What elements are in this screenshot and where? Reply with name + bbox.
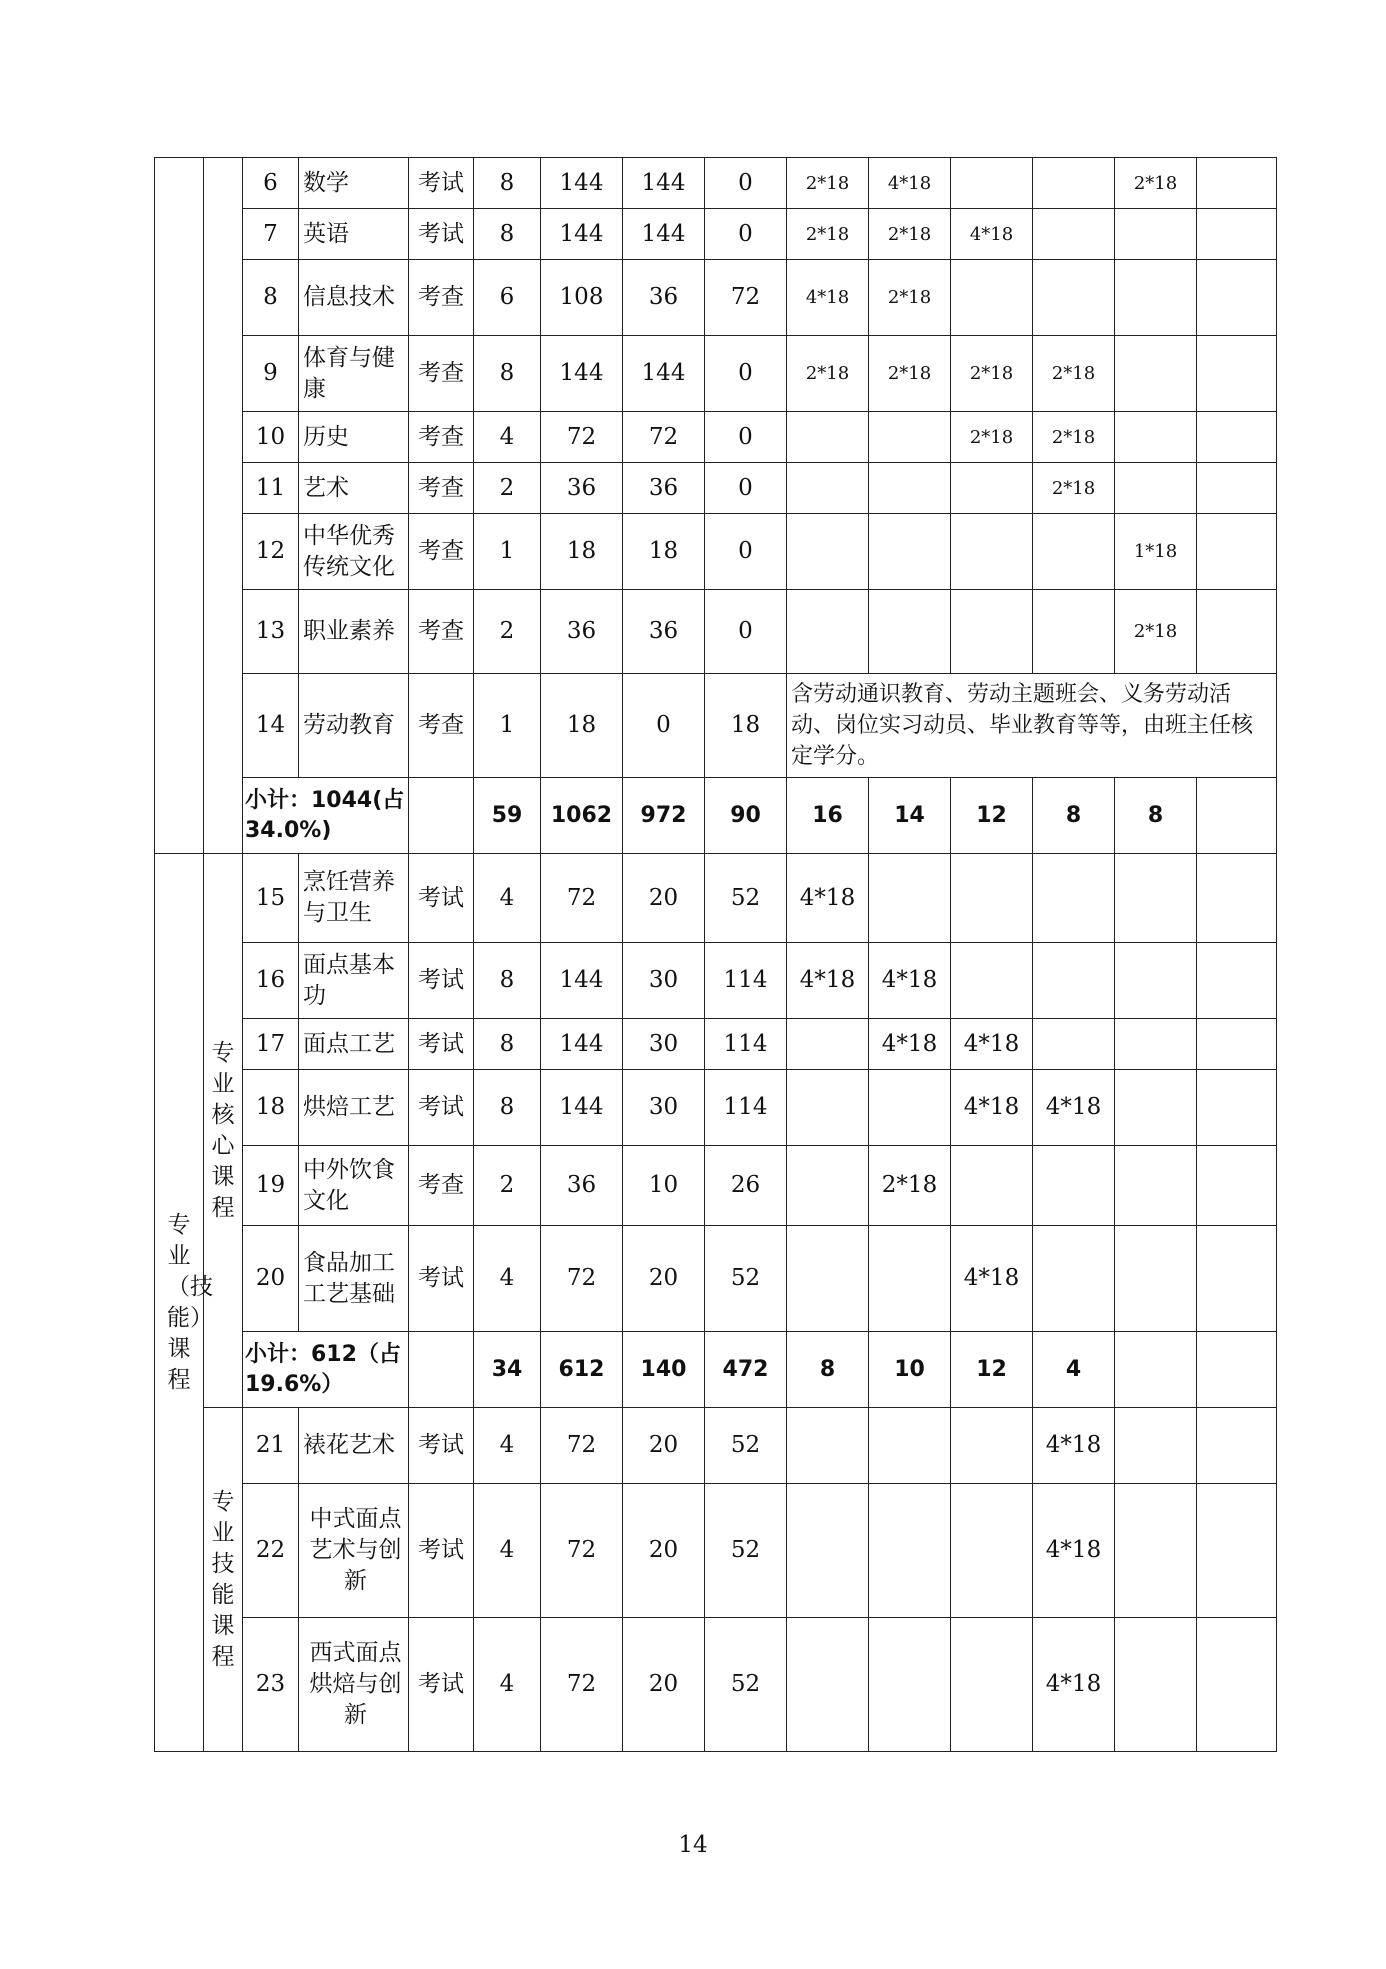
course-no: 21 — [243, 1408, 299, 1484]
table-row — [155, 1226, 1277, 1332]
practice-hours: 0 — [705, 412, 787, 463]
course-name: 中华优秀传统文化 — [299, 514, 409, 590]
assessment: 考试 — [409, 1484, 474, 1618]
assessment: 考试 — [409, 1019, 474, 1070]
assessment: 考查 — [409, 1146, 474, 1226]
assessment: 考试 — [409, 1070, 474, 1146]
document-page — [154, 157, 1277, 1752]
table-row — [155, 412, 1277, 463]
semester-6 — [1197, 158, 1277, 209]
credit: 8 — [474, 1070, 541, 1146]
semester-6 — [1197, 336, 1277, 412]
semester-4 — [1033, 1226, 1115, 1332]
semester-1 — [787, 590, 869, 674]
semester-1 — [787, 1484, 869, 1618]
semester-5 — [1115, 260, 1197, 336]
total-hours: 144 — [541, 336, 623, 412]
theory-hours: 30 — [623, 1070, 705, 1146]
semester-3: 4*18 — [951, 1226, 1033, 1332]
semester-4 — [1033, 854, 1115, 943]
group-label-text: 专业（技能）课程 — [167, 1211, 213, 1393]
course-name: 信息技术 — [299, 260, 409, 336]
table-row — [155, 1484, 1277, 1618]
semester-4 — [1033, 590, 1115, 674]
semester-4: 4*18 — [1033, 1484, 1115, 1618]
subtotal-practice-hours: 472 — [705, 1332, 787, 1408]
semester-5 — [1115, 1484, 1197, 1618]
semester-6 — [1197, 1070, 1277, 1146]
semester-3 — [951, 514, 1033, 590]
semester-5 — [1115, 943, 1197, 1019]
semester-5: 2*18 — [1115, 590, 1197, 674]
semester-5 — [1115, 854, 1197, 943]
semester-3 — [951, 1408, 1033, 1484]
semester-2 — [869, 412, 951, 463]
course-name: 中式面点艺术与创新 — [299, 1484, 409, 1618]
course-name: 面点基本功 — [299, 943, 409, 1019]
theory-hours: 144 — [623, 158, 705, 209]
credit: 1 — [474, 514, 541, 590]
semester-6 — [1197, 854, 1277, 943]
course-no: 13 — [243, 590, 299, 674]
semester-5: 1*18 — [1115, 514, 1197, 590]
credit: 2 — [474, 1146, 541, 1226]
practice-hours: 114 — [705, 1070, 787, 1146]
assessment: 考试 — [409, 1408, 474, 1484]
semester-3 — [951, 1484, 1033, 1618]
semester-1: 2*18 — [787, 158, 869, 209]
table-row — [155, 463, 1277, 514]
semester-5 — [1115, 412, 1197, 463]
theory-hours: 30 — [623, 943, 705, 1019]
table-row — [155, 1618, 1277, 1752]
semester-1 — [787, 412, 869, 463]
semester-4 — [1033, 514, 1115, 590]
total-hours: 72 — [541, 1618, 623, 1752]
semester-4: 4*18 — [1033, 1070, 1115, 1146]
semester-6 — [1197, 514, 1277, 590]
credit: 8 — [474, 943, 541, 1019]
semester-2: 4*18 — [869, 943, 951, 1019]
semester-3: 2*18 — [951, 412, 1033, 463]
credit: 4 — [474, 1484, 541, 1618]
semester-3: 2*18 — [951, 336, 1033, 412]
practice-hours: 0 — [705, 336, 787, 412]
semester-6 — [1197, 412, 1277, 463]
semester-1: 2*18 — [787, 336, 869, 412]
semester-2 — [869, 1484, 951, 1618]
semester-4 — [1033, 1019, 1115, 1070]
assessment: 考查 — [409, 590, 474, 674]
assessment: 考试 — [409, 1618, 474, 1752]
semester-2 — [869, 1408, 951, 1484]
theory-hours: 18 — [623, 514, 705, 590]
semester-6 — [1197, 590, 1277, 674]
semester-4 — [1033, 209, 1115, 260]
subtotal-semester-5: 8 — [1115, 778, 1197, 854]
assessment: 考查 — [409, 260, 474, 336]
subgroup-cell-blank — [204, 158, 243, 854]
semester-5 — [1115, 209, 1197, 260]
theory-hours: 20 — [623, 1408, 705, 1484]
total-hours: 36 — [541, 1146, 623, 1226]
assessment: 考查 — [409, 674, 474, 778]
group-label-professional — [155, 854, 213, 1752]
credit: 4 — [474, 1408, 541, 1484]
course-name: 西式面点烘焙与创新 — [299, 1618, 409, 1752]
semester-3 — [951, 854, 1033, 943]
semester-6 — [1197, 1146, 1277, 1226]
course-no: 6 — [243, 158, 299, 209]
assessment: 考试 — [409, 209, 474, 260]
semester-6 — [1197, 1226, 1277, 1332]
semester-3 — [951, 1618, 1033, 1752]
practice-hours: 18 — [705, 674, 787, 778]
semester-1 — [787, 1618, 869, 1752]
semester-2: 4*18 — [869, 1019, 951, 1070]
semester-4 — [1033, 943, 1115, 1019]
table-row — [155, 158, 1277, 209]
total-hours: 18 — [541, 514, 623, 590]
course-no: 20 — [243, 1226, 299, 1332]
theory-hours: 144 — [623, 209, 705, 260]
semester-4 — [1033, 1146, 1115, 1226]
semester-3 — [951, 463, 1033, 514]
total-hours: 72 — [541, 412, 623, 463]
credit: 4 — [474, 1618, 541, 1752]
total-hours: 108 — [541, 260, 623, 336]
semester-4: 2*18 — [1033, 412, 1115, 463]
semester-2: 2*18 — [869, 260, 951, 336]
total-hours: 72 — [541, 1484, 623, 1618]
semester-1 — [787, 1019, 869, 1070]
semester-5 — [1115, 1070, 1197, 1146]
practice-hours: 0 — [705, 209, 787, 260]
subtotal-semester-3: 12 — [951, 778, 1033, 854]
practice-hours: 52 — [705, 1408, 787, 1484]
semester-3 — [951, 158, 1033, 209]
course-no: 12 — [243, 514, 299, 590]
credit: 2 — [474, 590, 541, 674]
course-no: 22 — [243, 1484, 299, 1618]
subtotal-blank — [409, 1332, 474, 1408]
total-hours: 144 — [541, 1019, 623, 1070]
semester-3: 4*18 — [951, 1070, 1033, 1146]
subtotal-semester-6 — [1197, 778, 1277, 854]
total-hours: 144 — [541, 943, 623, 1019]
semester-2 — [869, 1070, 951, 1146]
semester-1 — [787, 1226, 869, 1332]
semester-1 — [787, 514, 869, 590]
semester-1 — [787, 1070, 869, 1146]
subtotal-theory-hours: 972 — [623, 778, 705, 854]
course-name: 英语 — [299, 209, 409, 260]
group-cell-blank — [155, 158, 204, 854]
total-hours: 36 — [541, 590, 623, 674]
total-hours: 18 — [541, 674, 623, 778]
subtotal-semester-3: 12 — [951, 1332, 1033, 1408]
table-row — [155, 1146, 1277, 1226]
practice-hours: 52 — [705, 1618, 787, 1752]
semester-5 — [1115, 1618, 1197, 1752]
course-name: 体育与健康 — [299, 336, 409, 412]
practice-hours: 72 — [705, 260, 787, 336]
semester-1 — [787, 1146, 869, 1226]
theory-hours: 20 — [623, 1226, 705, 1332]
assessment: 考查 — [409, 514, 474, 590]
theory-hours: 36 — [623, 590, 705, 674]
course-name: 历史 — [299, 412, 409, 463]
semester-5 — [1115, 1408, 1197, 1484]
practice-hours: 0 — [705, 514, 787, 590]
practice-hours: 114 — [705, 1019, 787, 1070]
course-no: 15 — [243, 854, 299, 943]
semester-5 — [1115, 1019, 1197, 1070]
credit: 2 — [474, 463, 541, 514]
subtotal-total-hours: 612 — [541, 1332, 623, 1408]
semester-4: 2*18 — [1033, 463, 1115, 514]
semester-6 — [1197, 1408, 1277, 1484]
subtotal-total-hours: 1062 — [541, 778, 623, 854]
theory-hours: 20 — [623, 1484, 705, 1618]
credit: 8 — [474, 1019, 541, 1070]
semester-2 — [869, 854, 951, 943]
theory-hours: 0 — [623, 674, 705, 778]
table-row — [155, 1408, 1277, 1484]
total-hours: 144 — [541, 209, 623, 260]
semester-3 — [951, 943, 1033, 1019]
credit: 8 — [474, 336, 541, 412]
semester-4 — [1033, 158, 1115, 209]
semester-1: 4*18 — [787, 854, 869, 943]
subtotal-semester-5 — [1115, 1332, 1197, 1408]
semester-1: 2*18 — [787, 209, 869, 260]
theory-hours: 10 — [623, 1146, 705, 1226]
semester-4 — [1033, 260, 1115, 336]
assessment: 考试 — [409, 158, 474, 209]
semester-3 — [951, 260, 1033, 336]
subtotal-credit: 34 — [474, 1332, 541, 1408]
credit: 4 — [474, 1226, 541, 1332]
subtotal-row — [155, 1332, 1277, 1408]
semester-4: 4*18 — [1033, 1408, 1115, 1484]
practice-hours: 0 — [705, 590, 787, 674]
credit: 1 — [474, 674, 541, 778]
semester-4: 4*18 — [1033, 1618, 1115, 1752]
semester-6 — [1197, 1484, 1277, 1618]
labor-education-note: 含劳动通识教育、劳动主题班会、义务劳动活动、岗位实习动员、毕业教育等等，由班主任核定学分。 — [787, 674, 1277, 778]
subgroup-label-skill — [204, 1408, 243, 1752]
course-name: 食品加工工艺基础 — [299, 1226, 409, 1332]
assessment: 考试 — [409, 854, 474, 943]
assessment: 考查 — [409, 336, 474, 412]
semester-3 — [951, 1146, 1033, 1226]
table-row — [155, 1070, 1277, 1146]
semester-6 — [1197, 463, 1277, 514]
credit: 6 — [474, 260, 541, 336]
course-name: 裱花艺术 — [299, 1408, 409, 1484]
semester-5: 2*18 — [1115, 158, 1197, 209]
course-name: 艺术 — [299, 463, 409, 514]
theory-hours: 36 — [623, 463, 705, 514]
course-no: 7 — [243, 209, 299, 260]
practice-hours: 0 — [705, 463, 787, 514]
semester-5 — [1115, 336, 1197, 412]
theory-hours: 30 — [623, 1019, 705, 1070]
course-no: 18 — [243, 1070, 299, 1146]
semester-1: 4*18 — [787, 943, 869, 1019]
course-no: 23 — [243, 1618, 299, 1752]
subtotal-semester-1: 8 — [787, 1332, 869, 1408]
semester-3: 4*18 — [951, 209, 1033, 260]
subtotal-label: 小计：1044(占 34.0%) — [243, 778, 409, 854]
theory-hours: 144 — [623, 336, 705, 412]
assessment: 考试 — [409, 1226, 474, 1332]
course-no: 17 — [243, 1019, 299, 1070]
semester-6 — [1197, 1019, 1277, 1070]
course-no: 19 — [243, 1146, 299, 1226]
semester-2 — [869, 590, 951, 674]
theory-hours: 72 — [623, 412, 705, 463]
subtotal-semester-1: 16 — [787, 778, 869, 854]
semester-5 — [1115, 1146, 1197, 1226]
course-no: 16 — [243, 943, 299, 1019]
course-name: 面点工艺 — [299, 1019, 409, 1070]
course-name: 职业素养 — [299, 590, 409, 674]
semester-6 — [1197, 943, 1277, 1019]
semester-4: 2*18 — [1033, 336, 1115, 412]
table-row — [155, 336, 1277, 412]
semester-1 — [787, 463, 869, 514]
table-row — [155, 209, 1277, 260]
subtotal-semester-4: 4 — [1033, 1332, 1115, 1408]
course-no: 11 — [243, 463, 299, 514]
semester-3: 4*18 — [951, 1019, 1033, 1070]
semester-3 — [951, 590, 1033, 674]
semester-2: 4*18 — [869, 158, 951, 209]
assessment: 考试 — [409, 943, 474, 1019]
credit: 8 — [474, 209, 541, 260]
credit: 8 — [474, 158, 541, 209]
subtotal-semester-6 — [1197, 1332, 1277, 1408]
practice-hours: 26 — [705, 1146, 787, 1226]
curriculum-table — [154, 157, 1277, 1752]
subgroup-label-text: 专业技能课程 — [211, 1488, 235, 1670]
practice-hours: 52 — [705, 854, 787, 943]
course-no: 14 — [243, 674, 299, 778]
course-no: 9 — [243, 336, 299, 412]
total-hours: 144 — [541, 1070, 623, 1146]
practice-hours: 114 — [705, 943, 787, 1019]
semester-2: 2*18 — [869, 336, 951, 412]
practice-hours: 52 — [705, 1484, 787, 1618]
semester-6 — [1197, 209, 1277, 260]
semester-2: 2*18 — [869, 1146, 951, 1226]
semester-6 — [1197, 1618, 1277, 1752]
course-name: 中外饮食文化 — [299, 1146, 409, 1226]
subtotal-row — [155, 778, 1277, 854]
subtotal-semester-2: 10 — [869, 1332, 951, 1408]
theory-hours: 20 — [623, 854, 705, 943]
subtotal-semester-2: 14 — [869, 778, 951, 854]
theory-hours: 20 — [623, 1618, 705, 1752]
table-row — [155, 674, 1277, 778]
course-name: 烘焙工艺 — [299, 1070, 409, 1146]
course-name: 烹饪营养与卫生 — [299, 854, 409, 943]
semester-2 — [869, 463, 951, 514]
semester-2 — [869, 1226, 951, 1332]
semester-5 — [1115, 1226, 1197, 1332]
course-name: 数学 — [299, 158, 409, 209]
semester-5 — [1115, 463, 1197, 514]
table-row — [155, 260, 1277, 336]
semester-2 — [869, 514, 951, 590]
subtotal-practice-hours: 90 — [705, 778, 787, 854]
practice-hours: 0 — [705, 158, 787, 209]
course-no: 8 — [243, 260, 299, 336]
practice-hours: 52 — [705, 1226, 787, 1332]
total-hours: 72 — [541, 1408, 623, 1484]
credit: 4 — [474, 412, 541, 463]
table-row — [155, 854, 1277, 943]
semester-2: 2*18 — [869, 209, 951, 260]
course-no: 10 — [243, 412, 299, 463]
semester-6 — [1197, 260, 1277, 336]
total-hours: 72 — [541, 854, 623, 943]
semester-1: 4*18 — [787, 260, 869, 336]
subtotal-credit: 59 — [474, 778, 541, 854]
theory-hours: 36 — [623, 260, 705, 336]
table-row — [155, 590, 1277, 674]
subtotal-label: 小计：612（占 19.6%） — [243, 1332, 409, 1408]
page-number: 14 — [678, 1832, 708, 1858]
table-row — [155, 1019, 1277, 1070]
total-hours: 72 — [541, 1226, 623, 1332]
credit: 4 — [474, 854, 541, 943]
assessment: 考查 — [409, 412, 474, 463]
semester-1 — [787, 1408, 869, 1484]
subgroup-label-text: 专业核心课程 — [211, 1039, 235, 1221]
semester-2 — [869, 1618, 951, 1752]
total-hours: 36 — [541, 463, 623, 514]
subtotal-theory-hours: 140 — [623, 1332, 705, 1408]
subtotal-blank — [409, 778, 474, 854]
table-row — [155, 943, 1277, 1019]
course-name: 劳动教育 — [299, 674, 409, 778]
total-hours: 144 — [541, 158, 623, 209]
assessment: 考查 — [409, 463, 474, 514]
table-row — [155, 514, 1277, 590]
subtotal-semester-4: 8 — [1033, 778, 1115, 854]
